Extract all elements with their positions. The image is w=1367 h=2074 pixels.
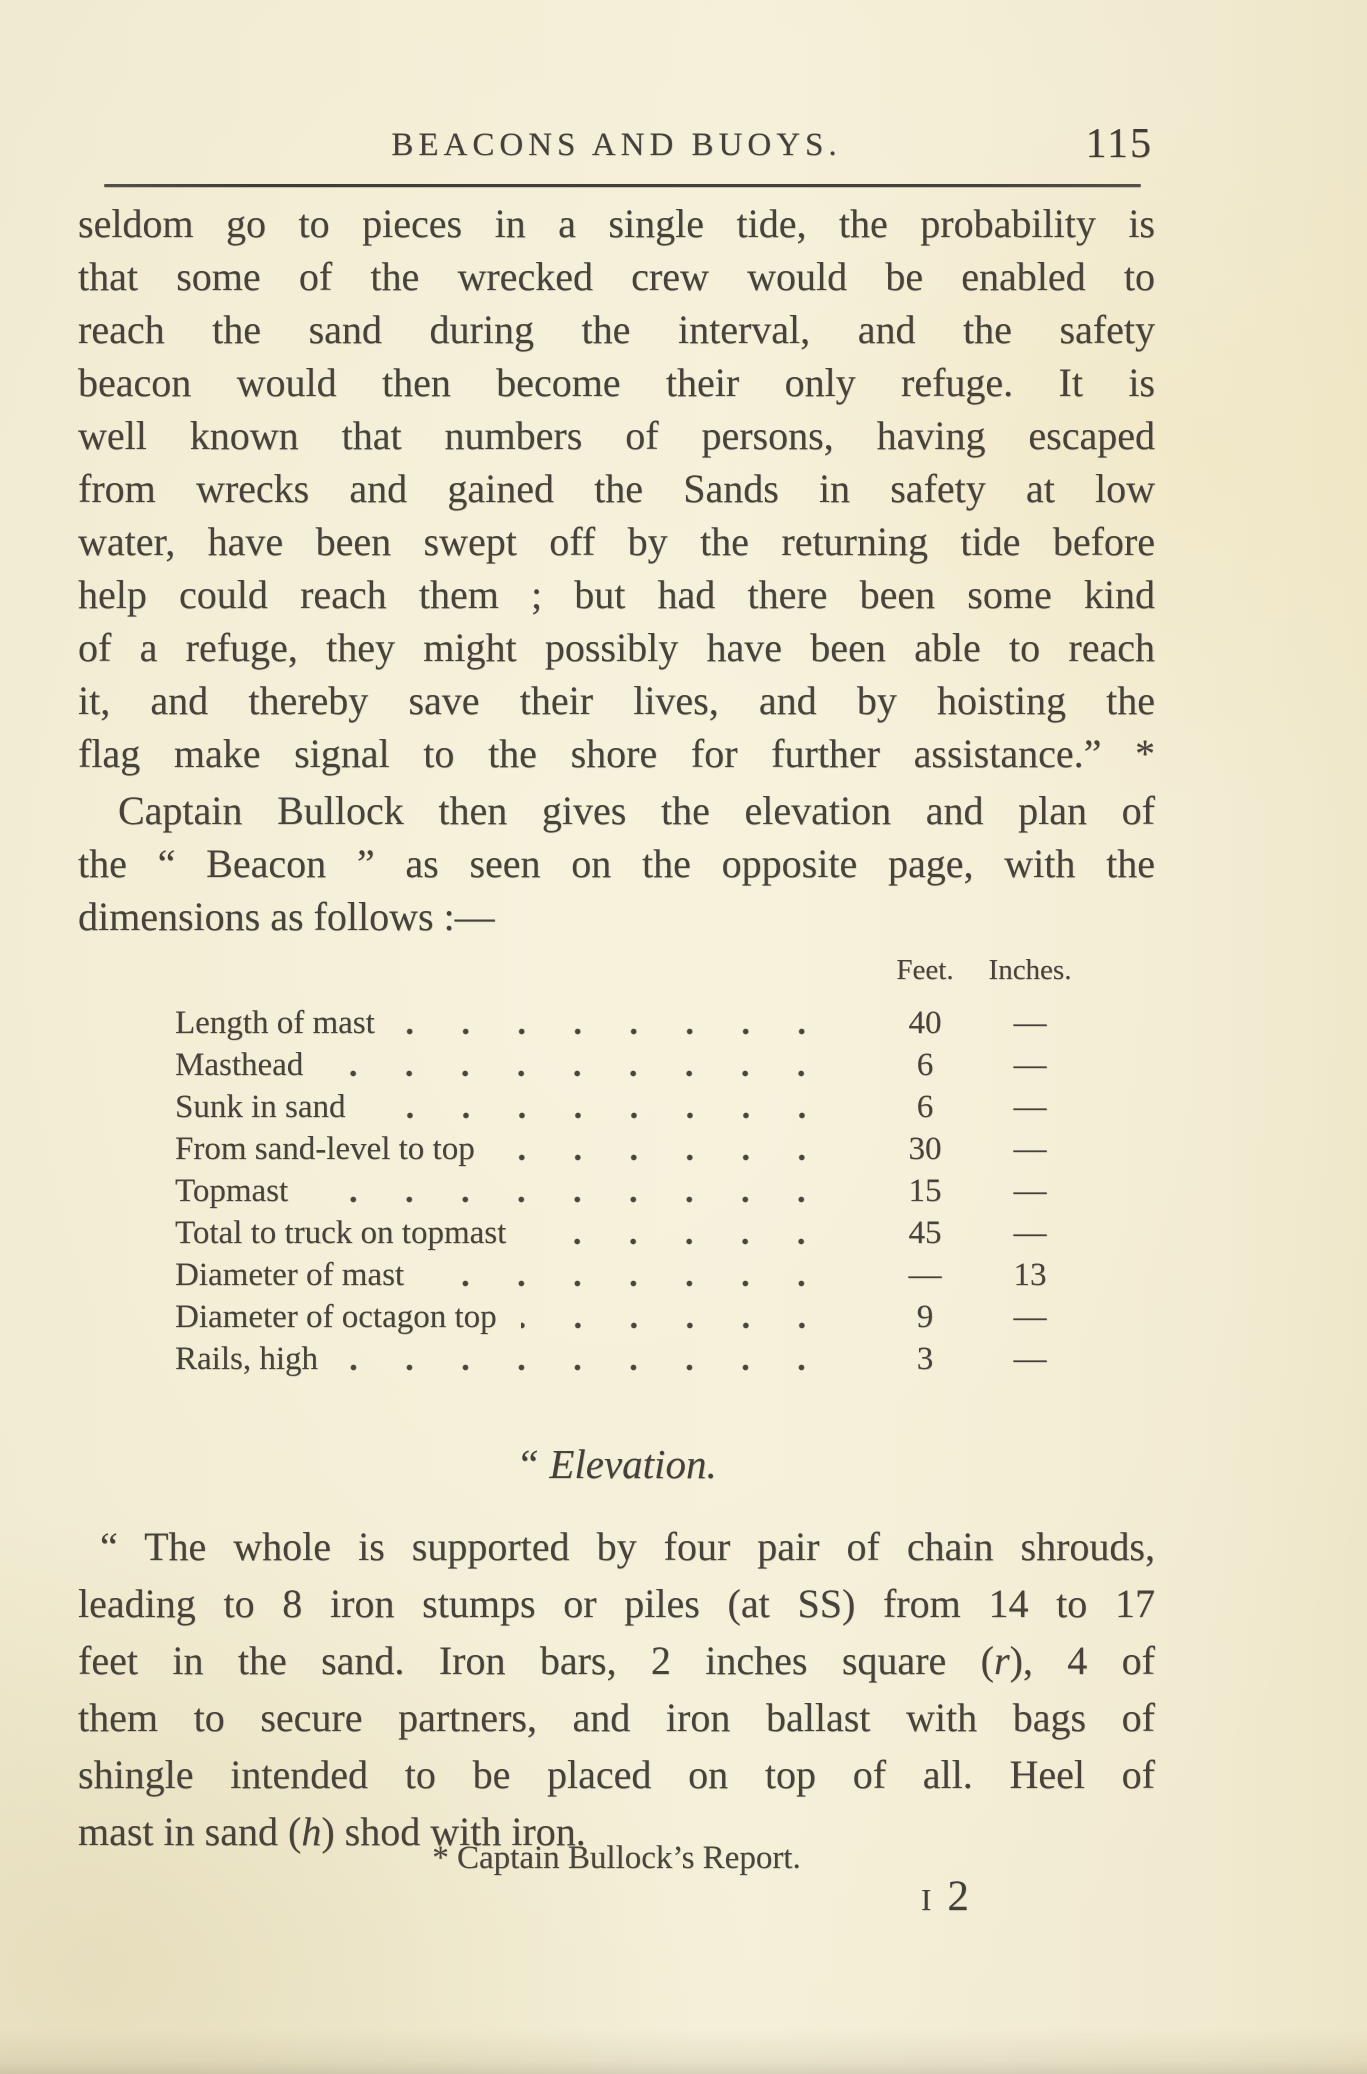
- text-line: [78, 1632, 1155, 1689]
- page-number: 115: [1085, 121, 1153, 167]
- row-label: Rails, high: [175, 1341, 319, 1377]
- feet-value: 6: [916, 1089, 934, 1125]
- table-row: [175, 1170, 1080, 1212]
- row-label: Masthead: [175, 1047, 304, 1083]
- feet-value: 6: [916, 1047, 934, 1083]
- table-row: [175, 1212, 1080, 1254]
- table-row: [175, 1044, 1080, 1086]
- dot-leader: [530, 1238, 854, 1245]
- table-header-row: [175, 952, 1080, 988]
- body-paragraph-1: [78, 197, 1155, 780]
- dot-leader: [428, 1280, 854, 1287]
- inches-value: —: [1013, 1215, 1047, 1251]
- running-header: [78, 118, 1155, 168]
- feet-value: 40: [908, 1005, 942, 1041]
- text-line: beacon would then become their only refuge. It is: [78, 360, 1155, 405]
- row-label: Length of mast: [175, 1005, 375, 1041]
- text-segment: mast in sand (: [78, 1809, 302, 1854]
- dot-leader: [499, 1154, 854, 1161]
- body-paragraph-3: [78, 1518, 1155, 1860]
- text-line: Captain Bullock then gives the elevation and plan of: [118, 788, 1155, 833]
- table-row: [175, 1086, 1080, 1128]
- column-header-feet: Feet.: [896, 954, 954, 986]
- italic-variable-r: r: [993, 1638, 1010, 1683]
- inches-value: 13: [1013, 1257, 1047, 1293]
- text-segment: ), 4 of: [1009, 1638, 1155, 1683]
- feet-value: 9: [916, 1299, 934, 1335]
- text-line: them to secure partners, and iron ballast with bags of: [78, 1695, 1155, 1740]
- text-line: well known that numbers of persons, having escaped: [78, 413, 1155, 458]
- table-row: [175, 1296, 1080, 1338]
- header-rule: [104, 184, 1141, 187]
- text-line: dimensions as follows :—: [78, 894, 495, 939]
- inches-value: —: [1013, 1089, 1047, 1125]
- signature-number: 2: [947, 1873, 969, 1920]
- italic-variable-h: h: [301, 1809, 322, 1854]
- text-line: the “ Beacon ” as seen on the opposite page, with the: [78, 841, 1155, 886]
- text-line: water, have been swept off by the returning tide before: [78, 519, 1155, 564]
- text-line: help could reach them ; but had there been some kind: [78, 572, 1155, 617]
- inches-value: —: [1013, 1299, 1047, 1335]
- page-title: BEACONS AND BUOYS.: [391, 127, 842, 163]
- text-line: seldom go to pieces in a single tide, the probability is: [78, 201, 1155, 246]
- text-line: from wrecks and gained the Sands in safety at low: [78, 466, 1155, 511]
- text-line: shingle intended to be placed on top of all. Heel of: [78, 1752, 1155, 1797]
- feet-value: 15: [908, 1173, 942, 1209]
- table-row: [175, 1002, 1080, 1044]
- table-row: [175, 1338, 1080, 1380]
- printer-signature: [921, 1872, 969, 1921]
- dimensions-table: [78, 952, 1080, 1380]
- dot-leader: [399, 1028, 854, 1035]
- row-label: Sunk in sand: [175, 1089, 346, 1125]
- body-paragraph-2: [78, 784, 1155, 943]
- text-line: leading to 8 iron stumps or piles (at SS) from 14 to 17: [78, 1581, 1155, 1626]
- row-label: Diameter of octagon top: [175, 1299, 497, 1335]
- inches-value: —: [1013, 1047, 1047, 1083]
- row-label: From sand-level to top: [175, 1131, 475, 1167]
- elevation-section-heading: “ Elevation.: [516, 1441, 717, 1487]
- feet-value: 45: [908, 1215, 942, 1251]
- column-header-inches: Inches.: [988, 954, 1072, 986]
- text-line: that some of the wrecked crew would be enabled to: [78, 254, 1155, 299]
- footnote: * Captain Bullock’s Report.: [432, 1840, 801, 1876]
- text-line: flag make signal to the shore for further assistance.” *: [78, 731, 1155, 776]
- table-row: [175, 1128, 1080, 1170]
- row-label: Diameter of mast: [175, 1257, 405, 1293]
- inches-value: —: [1013, 1005, 1047, 1041]
- dot-leader: [342, 1364, 854, 1371]
- inches-value: —: [1013, 1341, 1047, 1377]
- dot-leader: [327, 1070, 854, 1077]
- row-label: Total to truck on topmast: [175, 1215, 507, 1251]
- signature-letter: I: [921, 1882, 932, 1917]
- dot-leader: [521, 1322, 854, 1329]
- dot-leader: [370, 1112, 854, 1119]
- row-label: Topmast: [175, 1173, 289, 1209]
- inches-value: —: [1013, 1131, 1047, 1167]
- inches-value: —: [1013, 1173, 1047, 1209]
- feet-value: —: [908, 1257, 942, 1293]
- feet-value: 30: [908, 1131, 942, 1167]
- text-segment: feet in the sand. Iron bars, 2 inches square (: [78, 1638, 994, 1683]
- text-line: it, and thereby save their lives, and by hoisting the: [78, 678, 1155, 723]
- text-line: of a refuge, they might possibly have been able to reach: [78, 625, 1155, 670]
- dot-leader: [312, 1196, 854, 1203]
- table-row: [175, 1254, 1080, 1296]
- feet-value: 3: [916, 1341, 934, 1377]
- text-segment: ) shod with iron.: [321, 1809, 586, 1854]
- text-line: “ The whole is supported by four pair of chain shrouds,: [100, 1524, 1155, 1569]
- text-line: reach the sand during the interval, and the safety: [78, 307, 1155, 352]
